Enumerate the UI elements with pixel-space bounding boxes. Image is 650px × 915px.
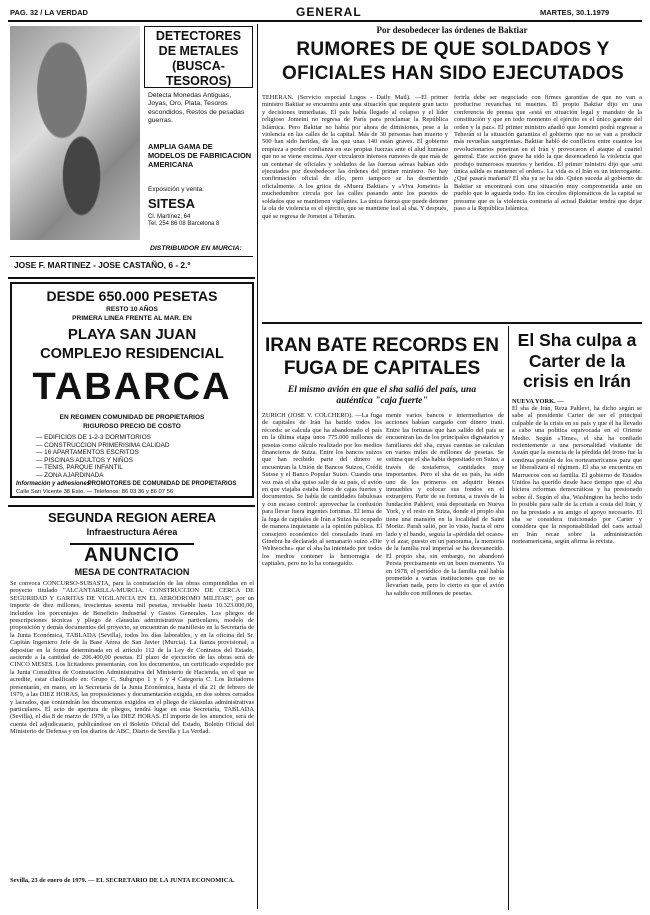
ad-complex: COMPLEJO RESIDENCIAL xyxy=(40,346,224,362)
sha-box xyxy=(512,330,642,910)
ad-feature: — CONSTRUCCION PRIMERISIMA CALIDAD xyxy=(36,441,170,449)
ad-feature: — EDIFICIOS DE 1-2-3 DORMITORIOS xyxy=(36,434,151,441)
ad-subtitle: Infraestructura Aérea xyxy=(86,527,178,537)
sha-dateline: NUEVA YORK. — xyxy=(512,397,564,405)
story-kicker: Por desobedecer las órdenes de Baktiar xyxy=(376,25,528,35)
records-column: mente varios bancos e intermediarios de acciones habían cargado con dinero iraní. Entre las fortunas que han salido del país se encuentran las de los principales dignatarios y familiares del sha, cuyas cuentas se calculan en varios miles de millones de pesetas. Se estima que el sha había depositado en Suiza, a través de testaferros, cantidades muy importantes. Pero el sha de su país, ha sido uno de los primeros en adquirir bienes inmuebles y colocar sus fondos en el extranjero. Parte de su fortuna, a través de la fundación Pahlevi, está depositada en Nueva York, y el resto en Suiza, donde el propio sha tiene una mansión en la localidad de Saint Moritz. Parah salió, por lo visto, hacia el otro lado y el bando, seguía la «pérdida del ocaso» y el azar, puesto en un panorama, la memoria de la familia real imperial se ha desvanecido. El propio sha, sin embargo, no abandonó Persia precisamente en un buen momento. Ya en 1978, el periódico de la familia real había prometido a varias instituciones que no se llevarían nada, pero lo cierto es que el avión ha salido con millones de pesetas. xyxy=(386,412,504,597)
ad-address: Cl. Martínez, 64 Tel. 254 86 08 Barcelona 8 xyxy=(148,214,220,227)
ad-distributor: DISTRIBUIDOR EN MURCIA: xyxy=(150,245,242,252)
ad-feature: — PISCINAS ADULTOS Y NIÑOS xyxy=(36,456,133,464)
column-divider xyxy=(257,24,258,909)
ad-promoter-address: Calle San Vicente 38 Esto. — Teléfonos: 86 03 36 y 86 07 56 xyxy=(16,489,174,495)
ad-photo xyxy=(10,26,140,240)
ad-feature: — 16 APARTAMENTOS ESCRITOS xyxy=(36,449,139,457)
ad-beach-line: PRIMERA LINEA FRENTE AL MAR. EN xyxy=(72,315,192,322)
ad-contact: JOSE F. MARTINEZ - JOSE CASTAÑO, 6 - 2.º xyxy=(14,260,191,270)
records-column: ZURICH (JOSE V. COLCHERO). —La fuga de capitales de Irán ha batido todos los récords: se calcula que ha abandonado el país en la última etapa unos 775.000 millones de pesetas como cálculo realizado por los medios financieros de Suiza. Entre los bancos suizos que han recibido parte del dinero se encuentran la Unión de Bancos Suizos, Crédit Suisse y el Banco Popular Suizo. Cuando una vez más el sha quiso salir de su país, el avión en que viajaba estaba lleno de cajas fuertes y documentos. Se habla de cantidades fabulosas y con escaso control: aprovechar la confusión para llevar fuera ingentes fortunas. El tema de la fuga de capitales de Irán a Suiza ha ocupado de manera inquietante a la opinión pública. El consejero económico del consulado iraní en Ginebra ha declarado al semanario suizo «Die Weltwoche» que el sha ha intentado por todos los medios contener la hemorragia de capitales, pero no lo ha conseguido. xyxy=(262,412,382,568)
header-rule xyxy=(8,20,642,22)
ad-terms: RESTO 10 AÑOS xyxy=(106,306,158,313)
ad-regime: EN REGIMEN COMUNIDAD DE PROPIETARIOS xyxy=(59,414,205,421)
records-subhead: El mismo avión en que el sha salió del país, una auténtica "caja fuerte" xyxy=(287,385,477,406)
ad-tagline: AMPLIA GAMA DE MODELOS DE FABRICACION AMERICANA xyxy=(148,142,252,169)
ad-feature: — ZONA AJARDINADA xyxy=(36,471,104,479)
section-rule xyxy=(8,505,255,507)
ad-feature: — TENIS, PARQUE INFANTIL xyxy=(36,464,123,472)
ad-region: SEGUNDA REGION AEREA xyxy=(47,510,217,525)
ad-price: DESDE 650.000 PESETAS xyxy=(46,288,218,304)
ad-description: Detecta Monedas Antiguas, Joyas, Oro, Plata, Tesoros escondidos, Restos de pesadas guerras. xyxy=(148,92,245,124)
ad-rule xyxy=(10,256,253,257)
page-date: MARTES, 30.1.1979 xyxy=(540,8,610,17)
ad-title-box xyxy=(144,26,253,88)
ad-metal-detectors xyxy=(10,26,253,274)
section-rule xyxy=(262,322,642,324)
ad-features xyxy=(36,434,246,480)
ad-rule xyxy=(70,543,194,545)
ad-tabarca xyxy=(10,282,254,498)
ad-promoter: PROMOTORES DE COMUNIDAD DE PROPIETARIOS xyxy=(87,481,237,487)
ad-body: Se convoca CONCURSO-SUBASTA, para la contratación de las obras comprendidas en el proyecto titulado "ALCANTARILLA-MURCIA. CONSTRUCCION DE CERCA DE SEGURIDAD Y GARITAS DE VIGILANCIA EN EL AERODROMO MILITAR", por un importe de diez millones, trescientas sesenta mil pesetas, revisable hasta 10.323.000,00, incluidos los porcentajes de Beneficio Industrial y Gastos Generales. Los pliegos de prescripciones técnicas y pliego de cláusulas administrativas particulares, modelo de proposición y demás documentos del proyecto, se encuentran de manifiesto en la Secretaría de la Junta Económica, TABLADA (Sevilla), todos los días laborables, y en la oficina del Sr. Capitán Ingeniero Jefe de la Base Aérea de San Javier (Murcia). La fianza provisional, a depositar en la forma determinada en el artículo 112 de la Ley de Contratos del Estado, asciende a la cantidad de 206.400,00 pesetas. El plazo de ejecución de las obras será de CINCO MESES. Los licitadores presentarán, con los documentos, un certificado expedido por la Junta Consultiva de Contratación Administrativa del Ministerio de Hacienda, en el que se acredite, estar clasificado en: Grupo C, Subgrupo 1 y 6 y 4 Categoría C. Los licitadores presentarán, en mano, en la Secretaría de la Junta Económica, hasta el día 21 de febrero de 1979, a las DIEZ HORAS, las proposiciones y documentación exigida, en dos sobres cerrados y lacrados, que contendrán los documentos exigidos en el pliego de cláusulas administrativas particulares. El acto de apertura de pliegos, tendrá lugar en esta Secretaría, TABLADA (Sevilla), el día 8 de marzo de 1979, a las DIEZ HORAS. El importe de los anuncios, será de cuenta del adjudicatario, publicándose en el Boletín Oficial del Estado, Boletín Oficial del Ministerio de Defensa y en los diarios de ABC, Diario de Sevilla y La Verdad. xyxy=(10,580,254,736)
ad-vendor-label: Exposición y venta: xyxy=(148,186,205,193)
ad-complex-name: TABARCA xyxy=(32,366,232,408)
records-headline: IRAN BATE RECORDS EN FUGA DE CAPITALES xyxy=(265,335,499,379)
ad-aerea xyxy=(10,510,254,910)
ad-brand: SITESA xyxy=(148,196,195,211)
section-rule xyxy=(8,277,255,279)
section-title: GENERAL xyxy=(296,5,362,19)
page-number: PAG. 32 / LA VERDAD xyxy=(10,8,88,17)
ad-price-note: RIGUROSO PRECIO DE COSTO xyxy=(83,423,181,430)
column-divider xyxy=(508,326,509,910)
sha-headline: El Sha culpa a Carter de la crisis en Irán xyxy=(517,330,637,391)
ad-place: PLAYA SAN JUAN xyxy=(67,326,197,343)
story-column: TEHERAN. (Servicio especial Logos - Daily Mail). —El primer ministro Baktiar se encuentra ante una situación que requiere gran tacto y decisiones inmediatas. El país había llegado al colapso y el líder religioso Jomeini no regresa de París para proclamar la República Islámica. Pero Baktiar no había por ahora de dimisiones, pese a la violencia en las calles de la capital. Más de 30 personas han muerto y 500 han sido heridas, de las que unas 140 están graves. El gobierno empieza a perder confianza en sus propias fuerzas ante el alud humano que no se viene encima. Ayer circularon intensos rumores de que más de un centenar de oficiales y soldados de las fuerzas aéreas habían sido ejecutados por desobedecer las órdenes del primer ministro. No hay confirmación oficial de ello, pero tampoco se ha desmentido oficialmente. A los gritos de «Muera Baktiar» y «Viva Jomeini» la muchedumbre circula por las calles pasando ante los puestos de soldados que se mantienen vigilantes. La única fuerza que puede detener la ola de violencia es el ejército, que se mantiene leal al sha. Y después, qué se regresa de Jomeini a Teherán. xyxy=(262,94,448,220)
story-column: ferirla debe ser negociado con firmes garantías de que no van a producirse revanchas ni muertes. El propio Baktiar dijo en una conferencia de prensa que «está en situación legal y mandato de la constitución y que en todo momento el ejército es el único garante del orden y la paz». El primer ministro añadió que Jomeini podrá regresar a Teherán si la situación garantiza el gobierno que no se van a producir más revueltas sangrientas. Baktiar habló de conflictos entre cuantos los revolucionarios penetran en el Irán y provocaron el ataque al cuartel general. Este acción grave ha sido la que desencadenó la violencia que produjo numerosos muertos y heridos. El primer ministro dijo que «mi única salida es mantener el orden». La vida es el Irán es un interrogante. ¿Qué pasará mañana? El sha ya se ha ido. Quien suceda al gobierno de Baktiar se encontrará con una situación muy comprometida ante un pueblo que lo aguarda todo. En los círculos diplomáticos de la capital se presume que es la violencia contraria al actual Baktiar tendrá que dejar paso a la República Islámica. xyxy=(454,94,642,213)
ad-heading: ANUNCIO xyxy=(84,545,180,566)
ad-info: Información y adhesiones: xyxy=(16,481,93,487)
ad-signoff: Sevilla, 23 de enero de 1979. — EL SECRETARIO DE LA JUNTA ECONOMICA. xyxy=(10,877,235,884)
ad-subheading: MESA DE CONTRATACION xyxy=(74,567,190,577)
story-headline: RUMORES DE QUE SOLDADOS Y OFICIALES HAN SIDO EJECUTADOS xyxy=(282,39,624,84)
ad-title: DETECTORES DE METALES (BUSCA-TESOROS) xyxy=(155,29,242,88)
sha-body: El sha de Irán, Reza Pahlevi, ha dicho según se sabe al presidente Carter de ser el principal culpable de la crisis en su país y que él ha llevado a cabo una política equivocada en el Oriente Medio. Según «Time», el sha ha confiado recientemente a una personalidad visitante de Asuán que la esencia de la pérdida del trono fue la continua presión de los norteamericanos para que se liberalizara el régimen. El sha se encuentra en Marruecos con su familia. El gobierno de Estados Unidos ha querido desde hace tiempo que el sha hiciera reformas democráticas y ha presionado sobre él. Según el sha, Washington ha hecho todo lo posible para salir de la crisis a costa del Irán, y no ha prestado a su amigo el apoyo necesario. El sha se considera traicionado por Carter y considera que la responsabilidad del caos actual en Irán recae sobre la administración norteamericana, según afirma la revista. xyxy=(512,404,642,546)
